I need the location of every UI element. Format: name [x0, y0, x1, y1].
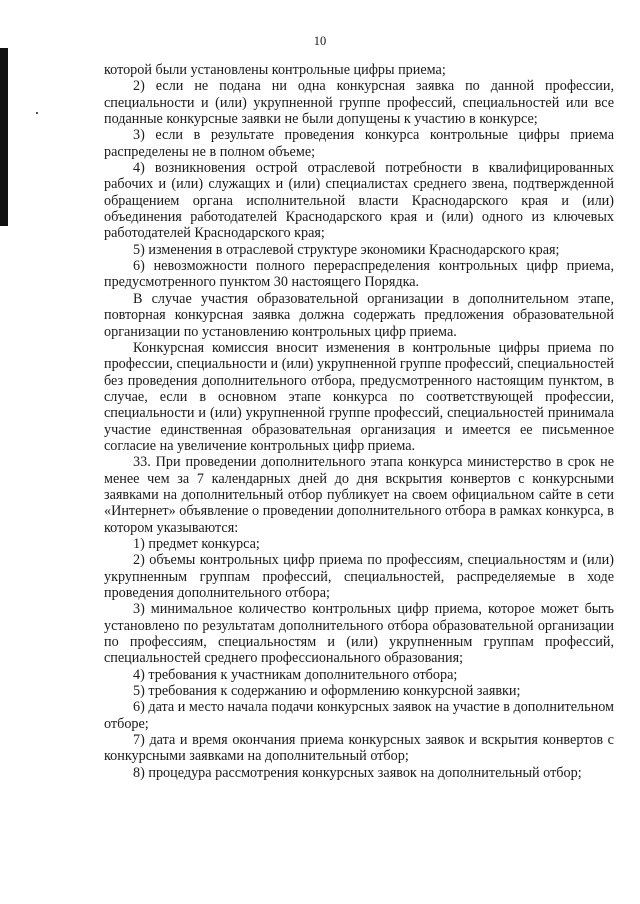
paragraph-continuation: которой были установлены контрольные цифры приема; — [104, 62, 446, 78]
clause-33-item-2: 2) объемы контрольных цифр приема по профессиям, специальностям и (или) укрупненным группам профессий, специальностей, распределяемые в ходе проведения дополнительного отбора; — [104, 552, 614, 601]
page-number: 10 — [313, 34, 327, 48]
list-item-2: 2) если не подана ни одна конкурсная заявка по данной профессии, специальности и (или) укрупненной группе профессий, специальностей или все поданные конкурсные заявки не были допущены к участию в конкурсе; — [104, 78, 614, 128]
list-item-4: 4) возникновения острой отраслевой потребности в квалифицированных рабочих и (или) служащих и (или) специалистах среднего звена, подтвержденной обращением органа исполнительной власти Краснодарского края и (или) объединения работодателей Краснодарского края и (или) одного из ключевых работодателей Краснодарского края; — [104, 160, 614, 242]
clause-33: 33. При проведении дополнительного этапа конкурса министерство в срок не менее чем за 7 календарных дней до дня вскрытия конвертов с конкурсными заявками на дополнительный отбор публикует на своем официальном сайте в сети «Интернет» объявление о проведении дополнительного отбора в рамках конкурса, в котором указываются: — [104, 454, 614, 536]
scan-speck — [36, 112, 38, 114]
scan-edge-mark — [0, 48, 8, 226]
clause-33-item-7: 7) дата и время окончания приема конкурсных заявок и вскрытия конвертов с конкурсными заявками на дополнительный отбор; — [104, 732, 614, 765]
clause-33-item-4: 4) требования к участникам дополнительного отбора; — [133, 666, 458, 683]
paragraph-commission-changes: Конкурсная комиссия вносит изменения в контрольные цифры приема по профессии, специальности и (или) укрупненной группе профессий, специальностей без проведения дополнительного отбора, предусмотренного настоящим пунктом, в случае, если в основном этапе конкурса по соответствующей профессии, специальности и (или) укрупненной группе профессий, специальностей принимала участие единственная образовательная организация и имеется ее письменное согласие на увеличение контрольных цифр приема. — [104, 339, 614, 454]
list-item-6: 6) невозможности полного перераспределения контрольных цифр приема, предусмотренного пунктом 30 настоящего Порядка. — [104, 258, 614, 291]
clause-33-item-3: 3) минимальное количество контрольных цифр приема, которое может быть установлено по результатам дополнительного отбора образовательной организации по профессиям, специальностям и (или) укрупненным группам профессий, специальностей среднего профессионального образования; — [104, 601, 614, 667]
clause-33-item-1: 1) предмет конкурса; — [133, 535, 260, 552]
list-item-5: 5) изменения в отраслевой структуре экономики Краснодарского края; — [133, 241, 560, 258]
clause-33-item-6: 6) дата и место начала подачи конкурсных заявок на участие в дополнительном отборе; — [104, 699, 614, 732]
list-item-3: 3) если в результате проведения конкурса контрольные цифры приема распределены не в полном объеме; — [104, 127, 614, 160]
clause-33-item-8: 8) процедура рассмотрения конкурсных заявок на дополнительный отбор; — [133, 764, 582, 781]
document-body — [104, 62, 614, 781]
paragraph-repeat-application: В случае участия образовательной организации в дополнительном этапе, повторная конкурсная заявка должна содержать предложения образовательной организации по установлению контрольных цифр приема. — [104, 290, 614, 340]
clause-33-item-5: 5) требования к содержанию и оформлению конкурсной заявки; — [133, 683, 521, 700]
